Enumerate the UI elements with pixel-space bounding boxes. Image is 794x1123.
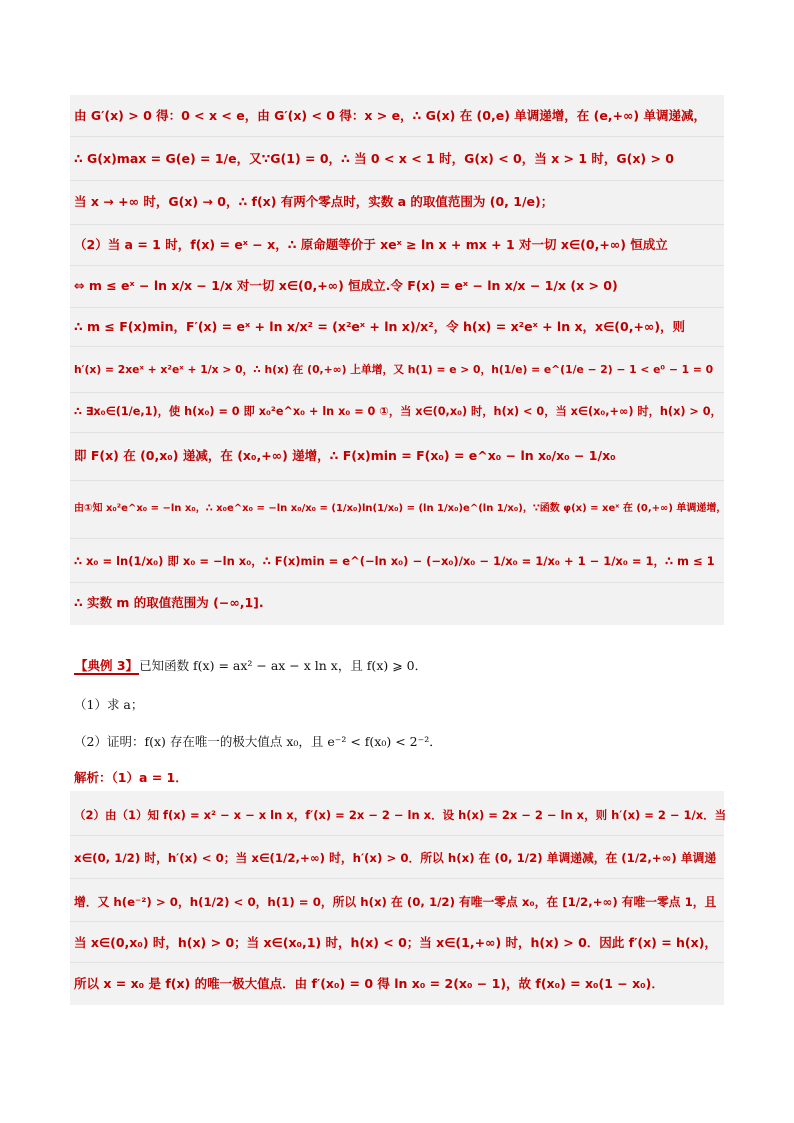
row-divider — [70, 878, 724, 879]
solution-line: （2）由（1）知 f(x) = x² − x − x ln x，f′(x) = 2x − 2 − ln x．设 h(x) = 2x − 2 − ln x，则 h′(x) = 2 − 1/x．当 — [74, 808, 726, 822]
solution-line: h′(x) = 2xeˣ + x²eˣ + 1/x > 0，∴ h(x) 在 (0,+∞) 上单增，又 h(1) = e > 0，h(1/e) = e^(1/e − 2) − 1 < e⁰ − 1 = 0 — [74, 363, 714, 376]
row-divider — [70, 582, 724, 583]
row-divider — [70, 835, 724, 836]
row-divider — [70, 538, 724, 539]
answer-1: 解析：（1）a = 1． — [74, 770, 188, 785]
row-divider — [70, 224, 724, 225]
solution-line: 即 F(x) 在 (0,x₀) 递减，在 (x₀,+∞) 递增，∴ F(x)min = F(x₀) = e^x₀ − ln x₀/x₀ − 1/x₀ — [74, 448, 616, 463]
solution-panel-1 — [70, 95, 724, 625]
row-divider — [70, 921, 724, 922]
solution-line: ∴ G(x)max = G(e) = 1/e，又∵G(1) = 0，∴ 当 0 < x < 1 时，G(x) < 0，当 x > 1 时，G(x) > 0 — [74, 151, 674, 166]
row-divider — [70, 180, 724, 181]
solution-line: 当 x → +∞ 时，G(x) → 0，∴ f(x) 有两个零点时，实数 a 的取值范围为 (0, 1/e)； — [74, 194, 554, 209]
example-stem: 已知函数 f(x) = ax² − ax − x ln x，且 f(x) ⩾ 0． — [139, 658, 428, 673]
solution-line: （2）当 a = 1 时，f(x) = eˣ − x，∴ 原命题等价于 xeˣ ≥ ln x + mx + 1 对一切 x∈(0,+∞) 恒成立 — [74, 237, 668, 252]
row-divider — [70, 392, 724, 393]
question-2: （2）证明：f(x) 存在唯一的极大值点 x₀，且 e⁻² < f(x₀) < 2⁻²． — [74, 734, 442, 749]
solution-line: 所以 x = x₀ 是 f(x) 的唯一极大值点．由 f′(x₀) = 0 得 ln x₀ = 2(x₀ − 1)，故 f(x₀) = x₀(1 − x₀)． — [74, 976, 664, 991]
question-1: （1）求 a； — [74, 697, 144, 712]
solution-line: 由①知 x₀²e^x₀ = −ln x₀，∴ x₀e^x₀ = −ln x₀/x₀ = (1/x₀)ln(1/x₀) = (ln 1/x₀)e^(ln 1/x₀)，∵函数 φ(x) = xeˣ 在 (0,+∞) 单调递增， — [74, 503, 726, 514]
solution-line: ∴ ∃x₀∈(1/e,1)，使 h(x₀) = 0 即 x₀²e^x₀ + ln x₀ = 0 ①，当 x∈(0,x₀) 时，h(x) < 0，当 x∈(x₀,+∞) 时，h(x) > 0， — [74, 405, 722, 418]
row-divider — [70, 307, 724, 308]
example-header: 【典例 3】 — [75, 658, 139, 673]
solution-line: x∈(0, 1/2) 时，h′(x) < 0；当 x∈(1/2,+∞) 时，h′(x) > 0．所以 h(x) 在 (0, 1/2) 单调递减，在 (1/2,+∞) 单调递 — [74, 851, 717, 865]
row-divider — [70, 136, 724, 137]
example-3-stem-line — [74, 657, 726, 675]
row-divider — [70, 346, 724, 347]
solution-line: ⇔ m ≤ eˣ − ln x/x − 1/x 对一切 x∈(0,+∞) 恒成立.令 F(x) = eˣ − ln x/x − 1/x (x > 0) — [74, 278, 618, 293]
row-divider — [70, 265, 724, 266]
solution-line: 由 G′(x) > 0 得：0 < x < e，由 G′(x) < 0 得：x > e，∴ G(x) 在 (0,e) 单调递增，在 (e,+∞) 单调递减， — [74, 108, 707, 123]
solution-line: 增．又 h(e⁻²) > 0，h(1/2) < 0，h(1) = 0，所以 h(x) 在 (0, 1/2) 有唯一零点 x₀，在 [1/2,+∞) 有唯一零点 1，且 — [74, 895, 717, 909]
row-divider — [70, 480, 724, 481]
solution-line: ∴ x₀ = ln(1/x₀) 即 x₀ = −ln x₀，∴ F(x)min = e^(−ln x₀) − (−x₀)/x₀ − 1/x₀ = 1/x₀ + 1 − 1/x₀ = 1，∴ m ≤ 1 — [74, 554, 715, 568]
row-divider — [70, 432, 724, 433]
solution-line: ∴ 实数 m 的取值范围为 (−∞,1]. — [74, 595, 264, 610]
solution-line: ∴ m ≤ F(x)min，F′(x) = eˣ + ln x/x² = (x²eˣ + ln x)/x²，令 h(x) = x²eˣ + ln x，x∈(0,+∞)，则 — [74, 319, 686, 334]
solution-line: 当 x∈(0,x₀) 时，h(x) > 0；当 x∈(x₀,1) 时，h(x) < 0；当 x∈(1,+∞) 时，h(x) > 0．因此 f′(x) = h(x)， — [74, 935, 717, 950]
row-divider — [70, 962, 724, 963]
